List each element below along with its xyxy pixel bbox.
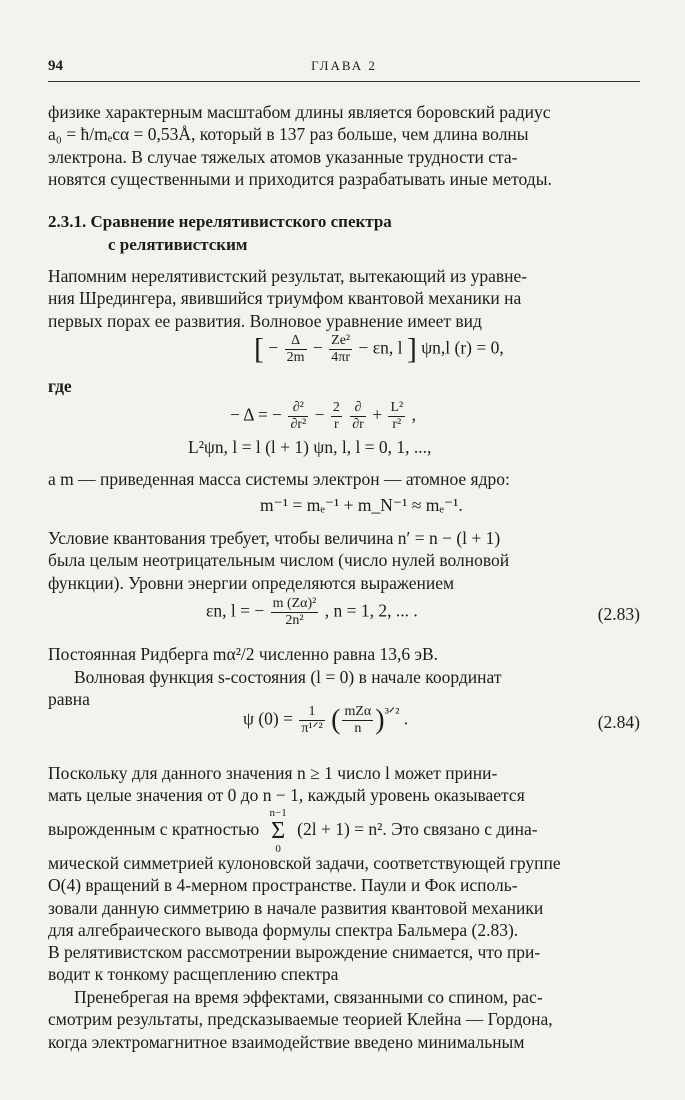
text-line: физике характерным масштабом длины является боровский радиус <box>48 102 551 122</box>
text-line: новятся существенными и приходится разрабатывать иные методы. <box>48 168 552 189</box>
eq-num: L² <box>390 400 404 415</box>
text-line: Условие квантования требует, чтобы величина n′ = n − (l + 1) <box>48 528 501 548</box>
eq-num: 1 <box>299 704 324 721</box>
eq-den: 4πr <box>331 350 350 365</box>
eq-den: 2m <box>286 350 305 365</box>
paragraph-7-cont <box>48 852 640 986</box>
text-line: функции). Уровни энергии определяются выражением <box>48 572 455 593</box>
equation-2-84: ψ (0) = $\frac{1}{\text{π¹ᐟ²}}$ ( $\frac{\text{mZα}}{n}$ )$^{^3ᐟ^2}$ . (2.84) <box>243 704 640 736</box>
text-line: В релятивистском рассмотрении вырождение снимается, что при- <box>48 942 541 963</box>
eq-sym: − <box>268 337 279 358</box>
running-header <box>48 58 640 80</box>
eq-sym: − Δ = − <box>230 404 283 425</box>
text-line: первых порах ее развития. Волновое уравнение имеет вид <box>48 310 482 331</box>
text-line: ния Шредингера, явившийся триумфом квантовой механики на <box>48 288 522 309</box>
eq-sym: , n = 1, 2, ... . <box>324 600 418 621</box>
text-fragment: вырожденным с кратностью <box>48 819 260 840</box>
eq-num: 2 <box>332 400 340 415</box>
eq-den: ∂r² <box>290 417 307 432</box>
eq-num: m (Zα)² <box>272 596 317 611</box>
eq-sym: . <box>403 708 409 729</box>
eq-sym: + <box>372 404 383 425</box>
eq-exponent: ³ᐟ² <box>384 705 400 722</box>
eq-num: Δ <box>285 333 307 350</box>
equation-number: (2.84) <box>597 712 640 732</box>
section-heading <box>48 210 640 256</box>
text-line: мать целые значения от 0 до n − 1, каждый уровень оказывается <box>48 785 525 806</box>
equation-number: (2.83) <box>597 604 640 624</box>
text-line: была целым неотрицательным числом (число нулей волновой <box>48 550 510 571</box>
text-line: водит к тонкому расщеплению спектра <box>48 964 339 985</box>
eq-den: r <box>334 417 339 432</box>
word-where: где <box>48 376 72 396</box>
section-title-line-2: с релятивистским <box>108 235 248 254</box>
eq-num: ∂² <box>288 400 308 417</box>
text-line: Поскольку для данного значения n ≥ 1 число l может прини- <box>48 763 498 783</box>
eq-text: L²ψn, l = l (l + 1) ψn, l, l = 0, 1, ..., <box>188 437 432 457</box>
eq-sym: − <box>314 404 325 425</box>
paragraph-2 <box>48 265 640 332</box>
paragraph-3: а m — приведенная масса системы электрон — атомное ядро: <box>48 469 510 489</box>
equation-wave: [ − $\frac{\Delta}{2m}$ − $\frac{\text{Ze²}}{4\pi r}$ − εn, l ] ψn,l (r) = 0, <box>254 332 504 366</box>
eq-num: Ze² <box>331 333 351 348</box>
text-line: Напомним нерелятивистский результат, вытекающий из уравне- <box>48 266 528 286</box>
sum-sigma: Σ <box>271 818 286 844</box>
eq-text: m⁻¹ = mₑ⁻¹ + m_N⁻¹ ≈ mₑ⁻¹. <box>260 495 463 515</box>
summation <box>270 806 287 856</box>
eq-sym: , <box>411 404 416 425</box>
text-line: Волновая функция s-состояния (l = 0) в начале координат <box>74 667 502 687</box>
eq-den: n <box>354 721 362 736</box>
eq-den: ∂r <box>352 417 364 432</box>
text-line: для алгебраического вывода формулы спектра Бальмера (2.83). <box>48 919 519 940</box>
page-number: 94 <box>48 58 63 74</box>
eq-sym: ψ (0) = <box>243 708 293 729</box>
text-line: a₀ = ħ/mₑcα = 0,53Å, который в 137 раз больше, чем длина волны <box>48 124 529 145</box>
eq-den: r² <box>392 417 402 432</box>
section-title-line-1: 2.3.1. Сравнение нерелятивистского спектра <box>48 212 392 231</box>
text-line: O(4) вращений в 4-мерном пространстве. Паули и Фок исполь- <box>48 875 518 896</box>
paragraph-5: Постоянная Ридберга mα²/2 численно равна 13,6 эВ. <box>48 644 439 664</box>
sum-upper: n−1 <box>269 807 287 819</box>
text-line: смотрим результаты, предсказываемые теорией Клейна — Гордона, <box>48 1009 553 1030</box>
paragraph-8 <box>48 986 640 1053</box>
paragraph-7-sum-line <box>48 806 640 855</box>
equation-laplacian <box>48 400 640 440</box>
text-fragment: (2l + 1) = n². Это связано с дина- <box>297 819 538 840</box>
eq-num: mZα <box>344 704 372 719</box>
eq-num: ∂ <box>350 400 366 417</box>
paragraph-1 <box>48 101 640 190</box>
sum-lower: 0 <box>275 843 281 855</box>
eq-sym: ψn,l (r) = 0, <box>421 337 504 358</box>
paragraph-7 <box>48 762 640 807</box>
eq-sym: − εn, l <box>358 337 403 358</box>
eq-den: 2n² <box>285 613 304 628</box>
chapter-title: ГЛАВА 2 <box>311 58 377 73</box>
equation-2-83 <box>48 596 640 636</box>
eq-sym: εn, l = − <box>206 600 265 621</box>
text-line: электрона. В случае тяжелых атомов указанные трудности ста- <box>48 146 518 167</box>
eq-sym: − <box>312 337 323 358</box>
text-line: когда электромагнитное взаимодействие введено минимальным <box>48 1031 525 1052</box>
header-rule <box>48 81 640 82</box>
eq-den: π¹ᐟ² <box>301 721 323 736</box>
text-line: зовали данную симметрию в начале развития квантовой механики <box>48 897 544 918</box>
text-line: мической симметрией кулоновской задачи, соответствующей группе <box>48 853 561 873</box>
text-line: равна <box>48 689 90 710</box>
text-line: Пренебрегая на время эффектами, связанными со спином, рас- <box>74 987 543 1007</box>
paragraph-4 <box>48 527 640 594</box>
